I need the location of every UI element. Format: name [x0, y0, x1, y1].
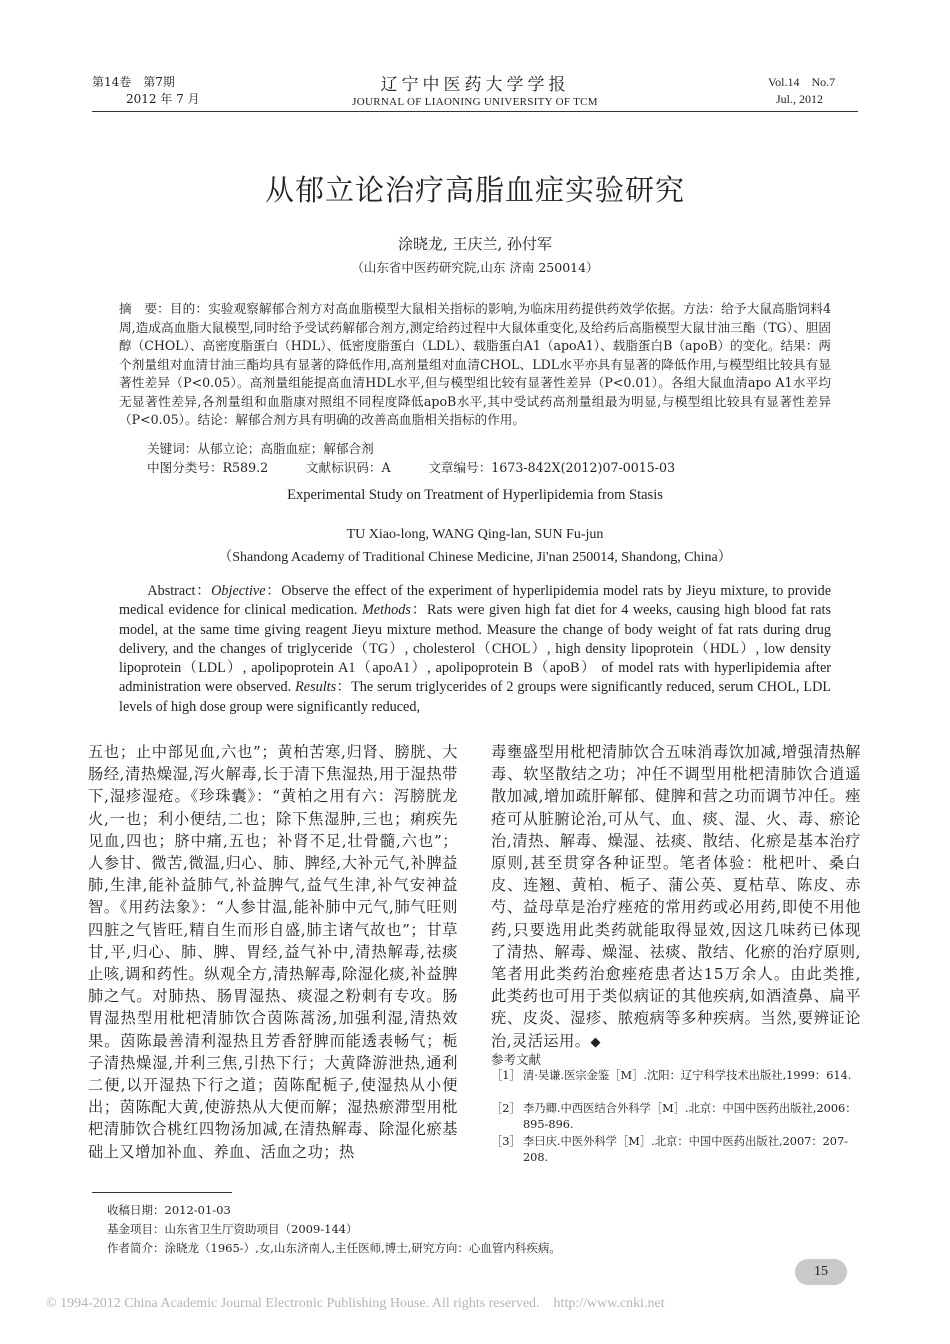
abstract-en: [119, 582, 831, 717]
copyright-notice: © 1994-2012 China Academic Journal Electronic Publishing House. All rights reserved. http://www.cnki.net: [46, 1296, 665, 1311]
reference-number: ［1］: [491, 1069, 521, 1082]
abstract-cn: [119, 300, 831, 430]
footnote-fund: 基金项目：山东省卫生厅资助项目（2009-144）: [107, 1222, 358, 1236]
body-column-right: [491, 741, 861, 1054]
footnote-author-bio: 作者简介：涂晓龙（1965-）,女,山东济南人,主任医师,博士,研究方向：心血管内科疾病。: [107, 1241, 561, 1255]
header-volume-info-en: [768, 74, 835, 108]
footnote-divider: [92, 1192, 232, 1193]
reference-item: [491, 1134, 866, 1165]
abstract-en-methods: ：Rats were given high fat diet for 4 weeks, causing high blood fat rats model, at the same time giving reagent Jieyu mixture method. Measure the change of body weight of fat rats during drug delivery, and the changes of triglyceride（TG）, cholesterol（CHOL）, high density lipoprotein（HDL）, low density lipoprotein（LDL）, apolipoprotein A1（apoA1）, apolipoprotein B（apoB） of model rats with hyperlipidemia after administration were observed.: [119, 602, 831, 696]
abstract-en-results: ：The serum triglycerides of 2 groups were significantly reduced, serum CHOL, LDL levels of high dose group were significantly reduced,: [119, 679, 831, 715]
reference-item: [491, 1101, 866, 1132]
reference-number: ［3］: [491, 1135, 521, 1148]
abstract-en-results-label: Results: [295, 679, 337, 696]
references-title: 参考文献: [491, 1052, 542, 1067]
reference-number: ［2］: [491, 1102, 521, 1115]
article-title-en: Experimental Study on Treatment of Hyperlipidemia from Stasis: [287, 487, 663, 503]
journal-name-en: JOURNAL OF LIAONING UNIVERSITY OF TCM: [352, 96, 598, 108]
abstract-en-methods-label: Methods: [361, 602, 411, 619]
abstract-en-objective-label: Objective: [211, 583, 266, 599]
page-number-badge: 15: [795, 1259, 847, 1285]
journal-name-cn: 辽宁中医药大学学报: [380, 75, 570, 95]
reference-item: [491, 1068, 866, 1084]
reference-text: 李曰庆.中医外科学［M］.北京：中国中医药出版社,2007：207-208.: [523, 1135, 849, 1164]
abstract-en-objective: ：Observe the effect of the experiment of hyperlipidemia model rats by Jieyu mixture, to provide medical evidence for clinical medication.: [119, 583, 831, 619]
article-affiliation: （山东省中医药研究院,山东 济南 250014）: [351, 260, 599, 275]
classification-line: 中图分类号：R589.2 文献标识码：A 文章编号：1673-842X(2012)07-0015-03: [147, 460, 676, 475]
header-date-en: Jul., 2012: [776, 92, 824, 106]
reference-text: 清·吴谦.医宗金鉴［M］.沈阳：辽宁科学技术出版社,1999：614.: [523, 1069, 852, 1082]
keywords: 关键词：从郁立论；高脂血症；解郁合剂: [147, 441, 374, 456]
header-divider: [92, 111, 858, 112]
abstract-cn-label: 摘 要：: [119, 301, 170, 316]
body-column-right-text: 毒壅盛型用枇杷清肺饮合五味消毒饮加减,增强清热解毒、软坚散结之功；冲任不调型用枇杷清肺饮合逍遥散加减,增加疏肝解郁、健脾和营之功而调节冲任。痤疮可从脏腑论治,可从气、血、痰、湿、火、毒、瘀论治,清热、解毒、燥湿、祛痰、散结、化瘀是基本治疗原则,甚至贯穿各种证型。笔者体验：枇杷叶、桑白皮、连翘、黄柏、栀子、蒲公英、夏枯草、陈皮、赤芍、益母草是治疗痤疮的常用药或必用药,即使不用他药,只要选用此类药就能取得显效,因这几味药已体现了清热、解毒、燥湿、祛痰、散结、化瘀的治疗原则,笔者用此类药治愈痤疮患者达15万余人。由此类推,此类药也可用于类似病证的其他疾病,如酒渣鼻、扁平疣、皮炎、湿疹、脓疱病等多种疾病。当然,要辨证论治,灵活运用。: [491, 743, 861, 1050]
header-journal: [300, 70, 650, 108]
article-authors: 涂晓龙, 王庆兰, 孙付军: [397, 235, 553, 253]
header-date-cn: 2012 年 7 月: [126, 92, 200, 106]
abstract-cn-text: 目的：实验观察解郁合剂方对高血脂模型大鼠相关指标的影响,为临床用药提供药效学依据。方法：给予大鼠高脂饲料4周,造成高血脂大鼠模型,同时给予受试药解郁合剂方,测定给药过程中大鼠体重变化,及给药后高脂模型大鼠甘油三酯（TG）、胆固醇（CHOL）、高密度脂蛋白（HDL）、低密度脂蛋白（LDL）、载脂蛋白A1（apoA1）、载脂蛋白B（apoB）的变化。结果：两个剂量组对血清甘油三酯均具有显著的降低作用,高剂量组对血清CHOL、LDL水平亦具有显著的降低作用,与模型组比较具有显著性差异（P<0.05）。高剂量组能提高血清HDL水平,但与模型组比较有显著性差异（P<0.01）。各组大鼠血清apo A1水平均无显著性差异,各剂量组和血脂康对照组不同程度降低apoB水平,其中受试药高剂量组最为明显,与模型组比较具有显著性差异（P<0.05）。结论：解郁合剂方具有明确的改善高血脂相关指标的作用。: [119, 301, 831, 427]
footnote-received: 收稿日期：2012-01-03: [107, 1203, 231, 1217]
article-title: 从郁立论治疗高脂血症实验研究: [264, 173, 685, 207]
reference-text: 李乃卿.中西医结合外科学［M］.北京：中国中医药出版社,2006：895-896.: [523, 1102, 857, 1131]
abstract-en-label: Abstract：: [147, 583, 212, 599]
end-mark-icon: ◆: [590, 1034, 601, 1050]
header-vol-issue-cn: 第14卷 第7期: [92, 75, 175, 89]
article-affiliation-en: （Shandong Academy of Traditional Chinese Medicine, Ji'nan 250014, Shandong, China）: [218, 550, 732, 565]
header-volume-info: [92, 74, 200, 108]
header-vol-issue-en: Vol.14 No.7: [768, 75, 836, 89]
body-column-left: 五也；止中部见血,六也”；黄柏苦寒,归肾、膀胱、大肠经,清热燥湿,泻火解毒,长于清下焦湿热,用于湿热带下,湿疹湿疮。《珍珠囊》：“黄柏之用有六：泻膀胱龙火,一也；利小便结,二也；除下焦湿肿,三也；痢疾先见血,四也；脐中痛,五也；补肾不足,壮骨髓,六也”；人参甘、微苦,微温,归心、肺、脾经,大补元气,补脾益肺,生津,能补益肺气,补益脾气,益气生津,补气安神益智。《用药法象》：“人参甘温,能补肺中元气,肺气旺则四脏之气皆旺,精自生而形自盛,肺主诸气故也”；甘草甘,平,归心、肺、脾、胃经,益气补中,清热解毒,祛痰止咳,调和药性。纵观全方,清热解毒,除湿化痰,补益脾肺之气。对肺热、肠胃湿热、痰湿之粉刺有专攻。肠胃湿热型用枇杷清肺饮合茵陈蒿汤,加强利湿,清热效果。茵陈最善清利湿热且芳香舒脾而能透表畅气；栀子清热燥湿,并利三焦,引热下行；大黄降游泄热,通利二便,以开湿热下行之道；茵陈配栀子,使湿热从小便出；茵陈配大黄,使游热从大便而解；湿热瘀滞型用枇杷清肺饮合桃红四物汤加减,在清热解毒、除湿化瘀基础上又增加补血、养血、活血之功；热: [88, 743, 458, 1161]
article-authors-en: TU Xiao-long, WANG Qing-lan, SUN Fu-jun: [346, 527, 604, 542]
